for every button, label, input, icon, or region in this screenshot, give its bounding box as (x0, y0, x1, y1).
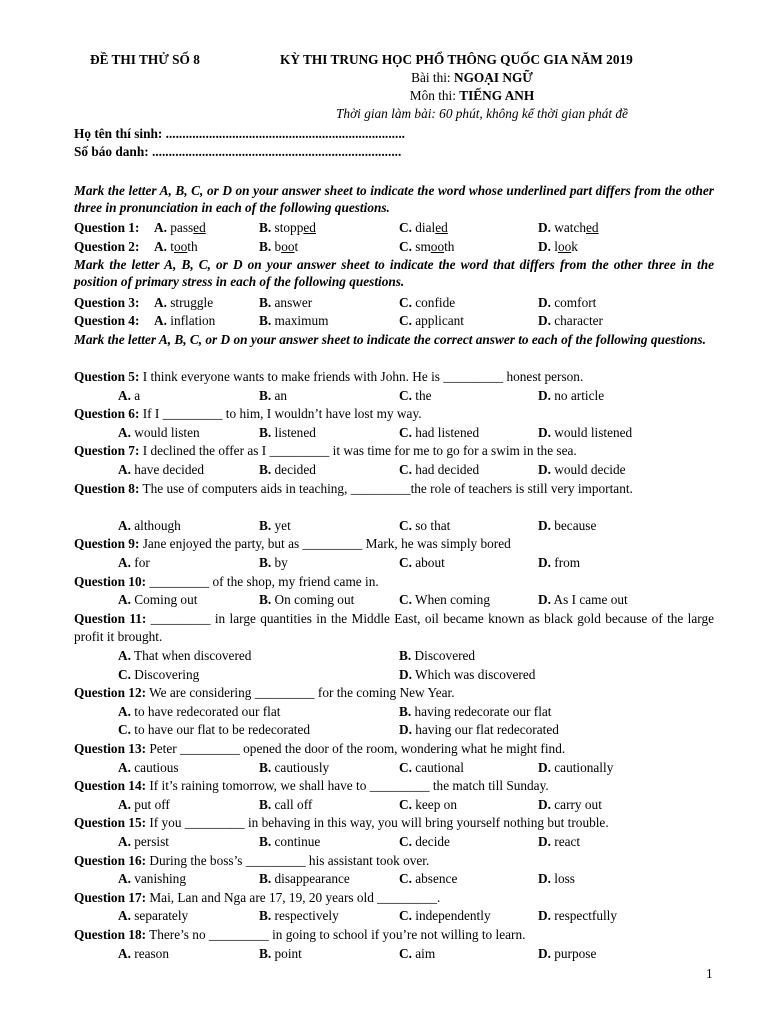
answer-option (154, 294, 213, 311)
option-letter: D. (538, 294, 551, 310)
answer-option (259, 238, 298, 255)
option-text: character (550, 313, 603, 329)
option-letter: D. (538, 313, 551, 329)
option-text-end: k (571, 238, 578, 254)
option-text-end: th (444, 238, 455, 254)
option-letter: A. (154, 220, 167, 236)
answer-option (399, 647, 475, 664)
option-text: the (411, 387, 432, 403)
answer-option (259, 833, 320, 850)
option-text: have decided (130, 462, 205, 477)
option-text: to have our flat to be redecorated (130, 722, 310, 738)
option-text: so that (411, 517, 451, 533)
answer-option (538, 238, 578, 255)
option-text: for (130, 555, 150, 570)
option-text: put off (130, 796, 170, 812)
option-letter: C. (399, 313, 412, 329)
answer-option (118, 759, 179, 776)
option-text: comfort (550, 294, 597, 310)
option-letter: A. (118, 592, 131, 608)
option-text (167, 239, 198, 254)
question-text: _________ in large quantities in the Middle East, oil became known as black gold because of the large profit it brought. (74, 610, 715, 645)
option-text (412, 220, 448, 235)
answer-option (399, 219, 448, 236)
question-text: During the boss’s _________ his assistant took over. (146, 852, 430, 868)
answer-option (118, 907, 188, 924)
question-number: Question 2: (74, 238, 140, 254)
option-text: cautional (411, 759, 464, 775)
question-number: Question 8: (74, 480, 140, 496)
answer-option (399, 238, 454, 255)
answer-option (538, 833, 580, 850)
question-text: I think everyone wants to make friends with John. He is _________ honest person. (139, 369, 584, 384)
option-letter: B. (259, 294, 272, 310)
answer-option (259, 461, 316, 478)
answer-option (399, 945, 435, 962)
option-text: decided (271, 462, 316, 477)
question-number: Question 3: (74, 294, 140, 310)
option-letter: B. (259, 517, 272, 533)
question-number: Question 7: (74, 443, 140, 459)
option-letter: B. (399, 703, 412, 719)
option-letter: C. (399, 238, 412, 254)
answer-option (118, 647, 251, 664)
answer-option (154, 238, 198, 255)
option-letter: B. (259, 555, 272, 570)
exam-code: ĐỀ THI THỬ SỐ 8 (90, 52, 200, 67)
question-stem (74, 852, 714, 869)
question-text: Jane enjoyed the party, but as _________ Mark, he was simply bored (139, 536, 511, 552)
option-text: point (271, 945, 302, 961)
option-text: As I came out (550, 592, 628, 608)
option-letter: C. (399, 517, 412, 533)
question-stem (74, 684, 714, 701)
option-letter: C. (399, 592, 412, 608)
answer-option (538, 424, 632, 441)
option-text-start: sm (415, 238, 431, 254)
option-text: loss (550, 871, 575, 887)
option-text-start: watch (554, 220, 587, 236)
underlined-part: oo (173, 238, 188, 254)
option-text: maximum (271, 313, 329, 329)
answer-option (259, 907, 339, 924)
option-text: would listened (550, 424, 633, 440)
question-stem (74, 480, 714, 499)
option-letter: B. (259, 908, 272, 924)
option-letter: D. (538, 796, 551, 812)
option-letter: A. (154, 294, 167, 310)
option-text (271, 220, 316, 235)
option-letter: D. (399, 722, 412, 738)
answer-option (399, 554, 445, 571)
answer-option (399, 833, 450, 850)
option-letter: C. (399, 387, 412, 403)
underlined-part: ed (303, 220, 316, 236)
question-number: Question 18: (74, 927, 147, 942)
option-letter: B. (259, 759, 272, 775)
option-text (412, 239, 455, 254)
option-letter: A. (118, 703, 131, 719)
option-letter: C. (399, 759, 412, 775)
question-stem (74, 889, 714, 906)
option-letter: D. (538, 424, 551, 440)
option-text: cautiously (271, 759, 330, 775)
option-text-end: t (294, 238, 299, 254)
option-letter: A. (118, 424, 131, 440)
option-text-start: pass (170, 220, 194, 236)
answer-option (259, 870, 350, 887)
option-letter: C. (118, 722, 131, 738)
option-letter: C. (399, 945, 412, 961)
option-text (551, 239, 578, 254)
subject-line (330, 88, 614, 104)
answer-option (118, 387, 140, 404)
answer-option (118, 461, 204, 478)
option-letter: A. (118, 517, 131, 533)
option-letter: A. (154, 238, 167, 254)
option-text: had listened (411, 424, 480, 440)
answer-option (399, 517, 450, 534)
question-stem (74, 442, 714, 459)
subject-group: NGOẠI NGỮ (453, 70, 533, 85)
option-text: applicant (411, 313, 464, 329)
option-letter: D. (399, 666, 412, 682)
option-text-start: t (170, 238, 174, 254)
option-text: yet (271, 517, 291, 533)
option-letter: C. (399, 220, 412, 236)
option-letter: D. (538, 238, 551, 254)
question-text: If you _________ in behaving in this way, you will bring yourself nothing but trouble. (146, 815, 609, 831)
option-text: an (271, 387, 288, 403)
question-number: Question 12: (74, 685, 147, 701)
option-text: persist (130, 834, 169, 849)
answer-option (538, 591, 628, 608)
question-stem (74, 610, 714, 647)
option-letter: A. (118, 462, 131, 477)
answer-option (118, 870, 186, 887)
option-text: no article (550, 387, 605, 403)
option-letter: D. (538, 834, 551, 849)
option-text: call off (271, 796, 313, 812)
answer-option (399, 666, 535, 683)
option-letter: B. (259, 945, 272, 961)
option-text-start: b (274, 238, 282, 254)
answer-option (538, 759, 613, 776)
answer-option (399, 387, 432, 404)
question-text: I declined the offer as I _________ it was time for me to go for a swim in the sea. (139, 443, 577, 459)
option-text (551, 220, 599, 235)
option-letter: A. (154, 313, 167, 329)
option-text: react (550, 834, 581, 849)
question-number: Question 1: (74, 220, 140, 236)
option-letter: D. (538, 555, 551, 570)
answer-option (118, 833, 169, 850)
instruction-text: Mark the letter A, B, C, or D on your answer sheet to indicate the correct answer to each of the following questions. (74, 331, 706, 347)
question-number: Question 13: (74, 741, 147, 756)
option-letter: C. (399, 908, 412, 924)
option-letter: B. (259, 238, 272, 254)
answer-option (399, 870, 457, 887)
option-letter: D. (538, 908, 551, 924)
answer-option (259, 759, 329, 776)
answer-option (538, 219, 599, 236)
answer-option (399, 721, 559, 738)
option-text: answer (271, 294, 313, 310)
option-letter: A. (118, 834, 131, 849)
instruction-text: Mark the letter A, B, C, or D on your answer sheet to indicate the word that differs from the other three in the position of primary stress in each of the following questions. (74, 257, 714, 290)
answer-option (259, 517, 291, 534)
option-letter: B. (259, 462, 272, 477)
option-letter: C. (399, 424, 412, 440)
candidate-name-line: Họ tên thí sinh: ........................................................................ (74, 126, 405, 141)
question-stem (74, 777, 714, 794)
answer-option (118, 666, 199, 683)
option-text: would decide (550, 462, 626, 477)
question-stem (74, 926, 714, 943)
answer-option (118, 945, 169, 962)
option-letter: B. (259, 424, 272, 440)
option-text: confide (411, 294, 456, 310)
option-letter: D. (538, 517, 551, 533)
underlined-part: ed (193, 220, 206, 236)
option-text: disappearance (271, 871, 350, 887)
question-number: Question 6: (74, 406, 140, 422)
option-letter: A. (118, 945, 131, 961)
option-text-start: dial (415, 220, 436, 236)
option-text: about (411, 555, 445, 570)
option-text: purpose (550, 945, 597, 961)
option-text: from (550, 555, 581, 570)
answer-option (538, 870, 575, 887)
answer-option (259, 312, 328, 329)
option-letter: D. (538, 387, 551, 403)
answer-option (118, 721, 310, 738)
option-text: although (130, 517, 181, 533)
option-letter: A. (118, 555, 131, 570)
question-text: Peter _________ opened the door of the room, wondering what he might find. (146, 741, 566, 756)
question-stem (74, 573, 714, 590)
option-text-end: th (187, 238, 198, 254)
option-letter: B. (259, 387, 272, 403)
option-text: separately (130, 908, 189, 924)
option-letter: D. (538, 462, 551, 477)
option-letter: C. (399, 834, 412, 849)
time-note: Thời gian làm bài: 60 phút, không kể thời gian phát đề (336, 106, 628, 121)
answer-option (259, 387, 287, 404)
option-letter: B. (399, 648, 412, 663)
option-text (167, 220, 206, 235)
option-letter: A. (118, 387, 131, 403)
answer-option (259, 424, 316, 441)
option-text: having our flat redecorated (411, 722, 559, 738)
option-text (271, 239, 298, 254)
answer-option (538, 312, 603, 329)
option-letter: A. (118, 908, 131, 924)
option-letter: C. (399, 294, 412, 310)
answer-option (538, 387, 604, 404)
answer-option (399, 796, 457, 813)
question-stem (74, 814, 714, 831)
option-text: because (550, 517, 597, 533)
answer-option (399, 907, 491, 924)
instruction-text: Mark the letter A, B, C, or D on your answer sheet to indicate the word whose underlined part differs from the other three in pronunciation in each of the following questions. (74, 183, 714, 215)
option-letter: D. (538, 592, 551, 608)
subject-group-line (330, 70, 614, 86)
option-letter: B. (259, 313, 272, 329)
option-letter: D. (538, 945, 551, 961)
option-letter: B. (259, 796, 272, 812)
question-number: Question 17: (74, 889, 147, 905)
question-stem (74, 740, 714, 757)
exam-title: KỲ THI TRUNG HỌC PHỔ THÔNG QUỐC GIA NĂM 2019 (280, 52, 633, 67)
question-stem (74, 368, 714, 385)
option-letter: A. (118, 871, 131, 887)
answer-option (118, 554, 150, 571)
option-text: independently (411, 908, 491, 924)
option-letter: C. (399, 462, 412, 477)
option-text: by (271, 555, 288, 570)
option-letter: B. (259, 592, 272, 608)
subject-group-label: Bài thi: (411, 70, 454, 85)
option-letter: B. (259, 220, 272, 236)
option-text: listened (271, 424, 316, 440)
answer-option (399, 294, 455, 311)
answer-option (259, 945, 302, 962)
page-number: 1 (706, 966, 713, 981)
underlined-part: ed (435, 220, 448, 236)
option-letter: A. (118, 648, 131, 663)
answer-option (399, 312, 464, 329)
answer-option (399, 591, 490, 608)
option-letter: C. (118, 666, 131, 682)
option-letter: C. (399, 555, 412, 570)
answer-option (538, 461, 626, 478)
answer-option (118, 703, 280, 720)
option-text: Discovered (411, 648, 476, 663)
question-number: Question 14: (74, 778, 147, 794)
answer-option (399, 703, 552, 720)
subject: TIẾNG ANH (459, 88, 535, 103)
question-text: We are considering _________ for the coming New Year. (146, 685, 455, 701)
option-text: That when discovered (130, 648, 252, 663)
question-text: The use of computers aids in teaching, _________the role of teachers is still very important. (139, 480, 633, 496)
option-letter: B. (259, 834, 272, 849)
underlined-part: ed (586, 220, 599, 236)
underlined-part: oo (281, 238, 295, 254)
question-text: _________ of the shop, my friend came in. (146, 573, 379, 589)
answer-option (118, 517, 181, 534)
option-text: cautious (130, 759, 179, 775)
answer-option (538, 907, 617, 924)
option-text: Which was discovered (411, 666, 536, 682)
question-number: Question 5: (74, 369, 140, 384)
option-text: aim (411, 945, 436, 961)
candidate-id-line: Số báo danh: ........................................................................... (74, 144, 402, 159)
option-text: struggle (166, 294, 214, 310)
answer-option (538, 294, 596, 311)
underlined-part: oo (430, 238, 445, 254)
option-text: reason (130, 945, 169, 961)
option-letter: D. (538, 220, 551, 236)
question-text: If I _________ to him, I wouldn’t have lost my way. (139, 406, 422, 422)
option-text: Discovering (130, 666, 200, 682)
answer-option (538, 554, 580, 571)
option-letter: C. (399, 871, 412, 887)
option-letter: D. (538, 871, 551, 887)
option-text: Coming out (130, 592, 198, 608)
option-letter: C. (399, 796, 412, 812)
answer-option (399, 461, 479, 478)
option-text: inflation (166, 313, 216, 329)
answer-option (259, 591, 354, 608)
option-letter: A. (118, 796, 131, 812)
question-number: Question 9: (74, 536, 140, 552)
option-text: absence (411, 871, 458, 887)
answer-option (538, 517, 596, 534)
subject-label: Môn thi: (409, 88, 460, 103)
question-number: Question 10: (74, 573, 147, 589)
answer-option (259, 796, 312, 813)
option-text: vanishing (130, 871, 186, 887)
answer-option (154, 312, 215, 329)
option-text: respectively (271, 908, 339, 924)
option-text: having redecorate our flat (411, 703, 552, 719)
answer-option (118, 591, 197, 608)
option-text: to have redecorated our flat (130, 703, 281, 719)
question-number: Question 4: (74, 313, 140, 329)
question-number: Question 15: (74, 815, 147, 831)
question-text: If it’s raining tomorrow, we shall have to _________ the match till Sunday. (146, 778, 549, 794)
option-letter: A. (118, 759, 131, 775)
answer-option (259, 554, 288, 571)
question-text: Mai, Lan and Nga are 17, 19, 20 years old _________. (146, 889, 441, 905)
answer-option (538, 796, 602, 813)
option-text: had decided (411, 462, 480, 477)
option-text: On coming out (271, 592, 355, 608)
answer-option (154, 219, 206, 236)
option-text: cautionally (550, 759, 614, 775)
option-text: would listen (130, 424, 200, 440)
question-stem (74, 405, 714, 422)
option-text-start: stopp (274, 220, 304, 236)
answer-option (259, 294, 312, 311)
question-text: There’s no _________ in going to school if you’re not willing to learn. (146, 927, 526, 942)
option-text: When coming (411, 592, 490, 608)
option-text-start: l (554, 238, 558, 254)
option-text: carry out (550, 796, 602, 812)
question-number: Question 11: (74, 610, 147, 626)
option-text: a (130, 387, 141, 403)
question-number: Question 16: (74, 852, 147, 868)
answer-option (118, 424, 200, 441)
option-letter: B. (259, 871, 272, 887)
option-text: decide (411, 834, 450, 849)
option-text: keep on (411, 796, 457, 812)
option-letter: D. (538, 759, 551, 775)
question-stem (74, 535, 714, 552)
option-text: continue (271, 834, 321, 849)
answer-option (538, 945, 596, 962)
answer-option (399, 759, 464, 776)
option-text: respectfully (550, 908, 618, 924)
answer-option (259, 219, 316, 236)
underlined-part: oo (557, 238, 572, 254)
answer-option (118, 796, 170, 813)
answer-option (399, 424, 479, 441)
